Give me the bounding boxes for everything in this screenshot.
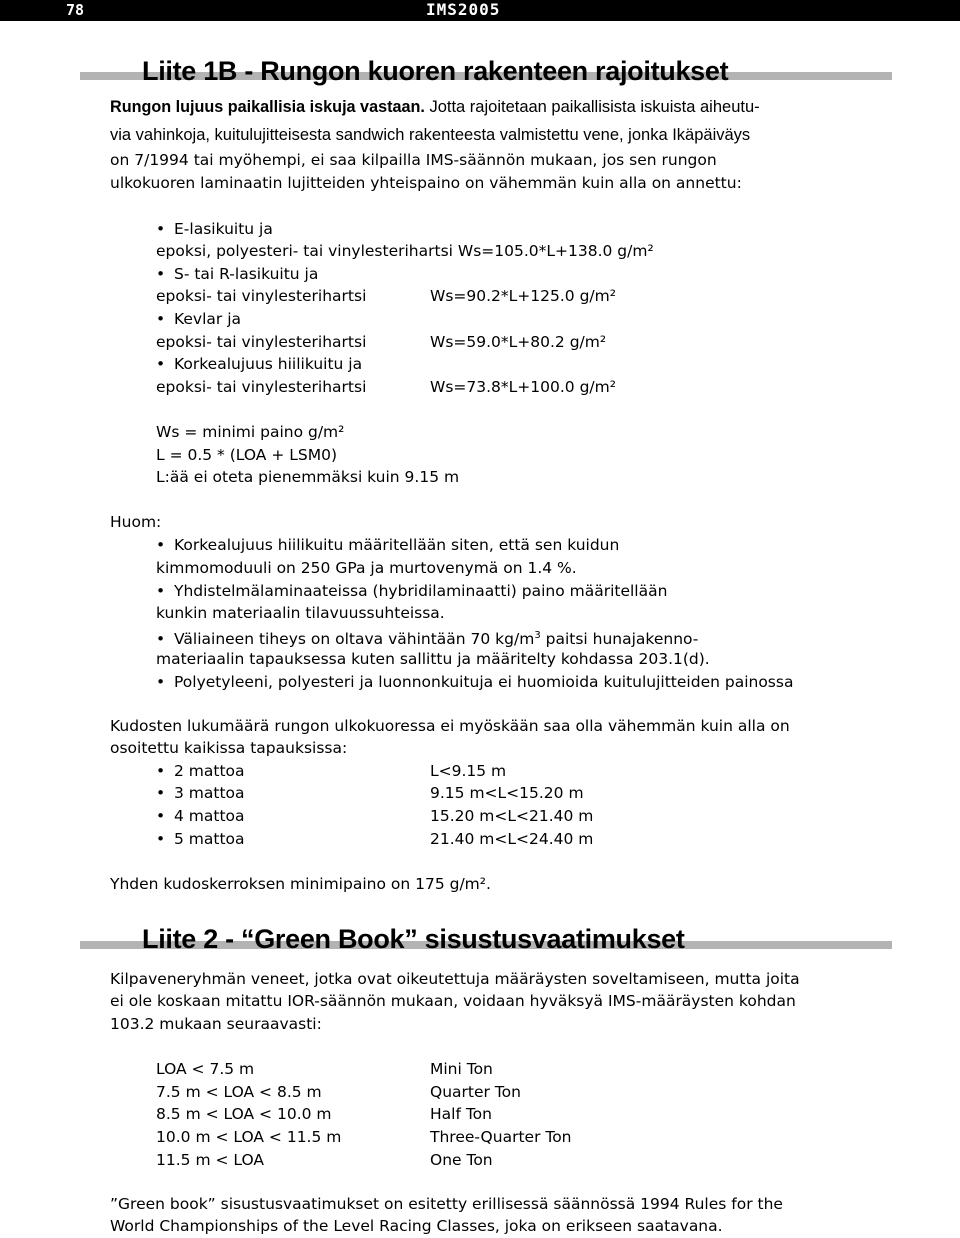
layer-range: 21.40 m<L<24.40 m [430,830,594,848]
class-name: Mini Ton [430,1060,493,1078]
layer-count: • 5 mattoa [156,828,245,851]
note-continuation: kunkin materiaalin tilavuussuhteissa. [156,604,445,622]
class-name: Quarter Ton [430,1083,521,1101]
section-1-intro-line-1 [110,96,760,119]
section-1-intro-line-2: via vahinkoja, kuitulujitteisesta sandwich rakenteesta valmistettu vene, jonka Ikäpäiväys [110,126,751,144]
class-range: 7.5 m < LOA < 8.5 m [156,1083,322,1101]
material-formula: Ws=59.0*L+80.2 g/m² [430,333,607,351]
section-2-intro-line-3: 103.2 mukaan seuraavasti: [110,1015,322,1033]
page-header-bar [0,0,960,21]
material-item: • Kevlar ja [156,308,241,331]
material-formula: Ws=73.8*L+100.0 g/m² [430,378,616,396]
material-resin: epoksi- tai vinylesterihartsi [156,378,367,396]
note-continuation: kimmomoduuli on 250 GPa ja murtovenymä on 1.4 %. [156,559,577,577]
layer-count: • 2 mattoa [156,760,245,783]
class-range: 10.0 m < LOA < 11.5 m [156,1128,342,1146]
footer-line-2: World Championships of the Level Racing Classes, joka on erikseen saatavana. [110,1217,723,1235]
class-name: One Ton [430,1151,493,1169]
section-2-heading: Liite 2 - “Green Book” sisustusvaatimukset [142,924,685,954]
class-name: Half Ton [430,1105,492,1123]
note-text: paitsi hunajakenno- [540,630,699,648]
material-resin: epoksi- tai vinylesterihartsi [156,333,367,351]
definition-line: L:ää ei oteta pienemmäksi kuin 9.15 m [156,468,460,486]
layers-intro-line-2: osoitettu kaikissa tapauksissa: [110,739,348,757]
note-continuation: materiaalin tapauksessa kuten sallittu ja määritelty kohdassa 203.1(d). [156,650,710,668]
note-text: Väliaineen tiheys on oltava vähintään 70 kg/m [174,630,535,648]
class-range: 11.5 m < LOA [156,1151,264,1169]
section-1-heading: Liite 1B - Rungon kuoren rakenteen rajoitukset [142,56,729,86]
material-item: • E-lasikuitu ja [156,218,273,241]
min-weight-text: Yhden kudoskerroksen minimipaino on 175 g/m². [110,875,491,893]
lead-bold: Rungon lujuus paikallisia iskuja vastaan. [110,98,425,116]
layers-intro-line-1: Kudosten lukumäärä rungon ulkokuoressa ei myöskään saa olla vähemmän kuin alla on [110,717,790,735]
note-label: Huom: [110,513,162,531]
material-resin: epoksi- tai vinylesterihartsi [156,287,367,305]
header-title: IMS2005 [426,0,501,19]
layer-count: • 3 mattoa [156,782,245,805]
class-range: LOA < 7.5 m [156,1060,255,1078]
class-name: Three-Quarter Ton [430,1128,572,1146]
note-item [156,625,698,651]
layer-count: • 4 mattoa [156,805,245,828]
layer-range: L<9.15 m [430,762,507,780]
section-2-intro-line-1: Kilpaveneryhmän veneet, jotka ovat oikeutettuja määräysten soveltamiseen, mutta joita [110,970,800,988]
layer-range: 15.20 m<L<21.40 m [430,807,594,825]
superscript: 3 [534,630,541,641]
note-item: • Yhdistelmälaminaateissa (hybridilaminaatti) paino määritellään [156,580,667,603]
class-range: 8.5 m < LOA < 10.0 m [156,1105,332,1123]
note-item: • Korkealujuus hiilikuitu määritellään siten, että sen kuidun [156,534,619,557]
section-2-intro-line-2: ei ole koskaan mitattu IOR-säännön mukaan, voidaan hyväksyä IMS-määräysten kohdan [110,992,796,1010]
intro-text: Jotta rajoitetaan paikallisista iskuista aiheutu- [424,98,760,116]
definition-line: L = 0.5 * (LOA + LSM0) [156,446,337,464]
section-1-intro-line-3: on 7/1994 tai myöhempi, ei saa kilpailla IMS-säännön mukaan, jos sen rungon [110,151,717,169]
definition-line: Ws = minimi paino g/m² [156,423,345,441]
material-item: • Korkealujuus hiilikuitu ja [156,353,362,376]
page-number: 78 [66,1,85,19]
footer-line-1: ”Green book” sisustusvaatimukset on esitetty erillisessä säännössä 1994 Rules for the [110,1195,783,1213]
material-formula: Ws=90.2*L+125.0 g/m² [430,287,616,305]
material-item: • S- tai R-lasikuitu ja [156,263,318,286]
section-1-intro-line-4: ulkokuoren laminaatin lujitteiden yhteispaino on vähemmän kuin alla on annettu: [110,174,742,192]
material-resin: epoksi, polyesteri- tai vinylesterihartsi Ws=105.0*L+138.0 g/m² [156,242,654,260]
note-item: • Polyetyleeni, polyesteri ja luonnonkuituja ei huomioida kuitulujitteiden painossa [156,671,793,694]
layer-range: 9.15 m<L<15.20 m [430,784,584,802]
